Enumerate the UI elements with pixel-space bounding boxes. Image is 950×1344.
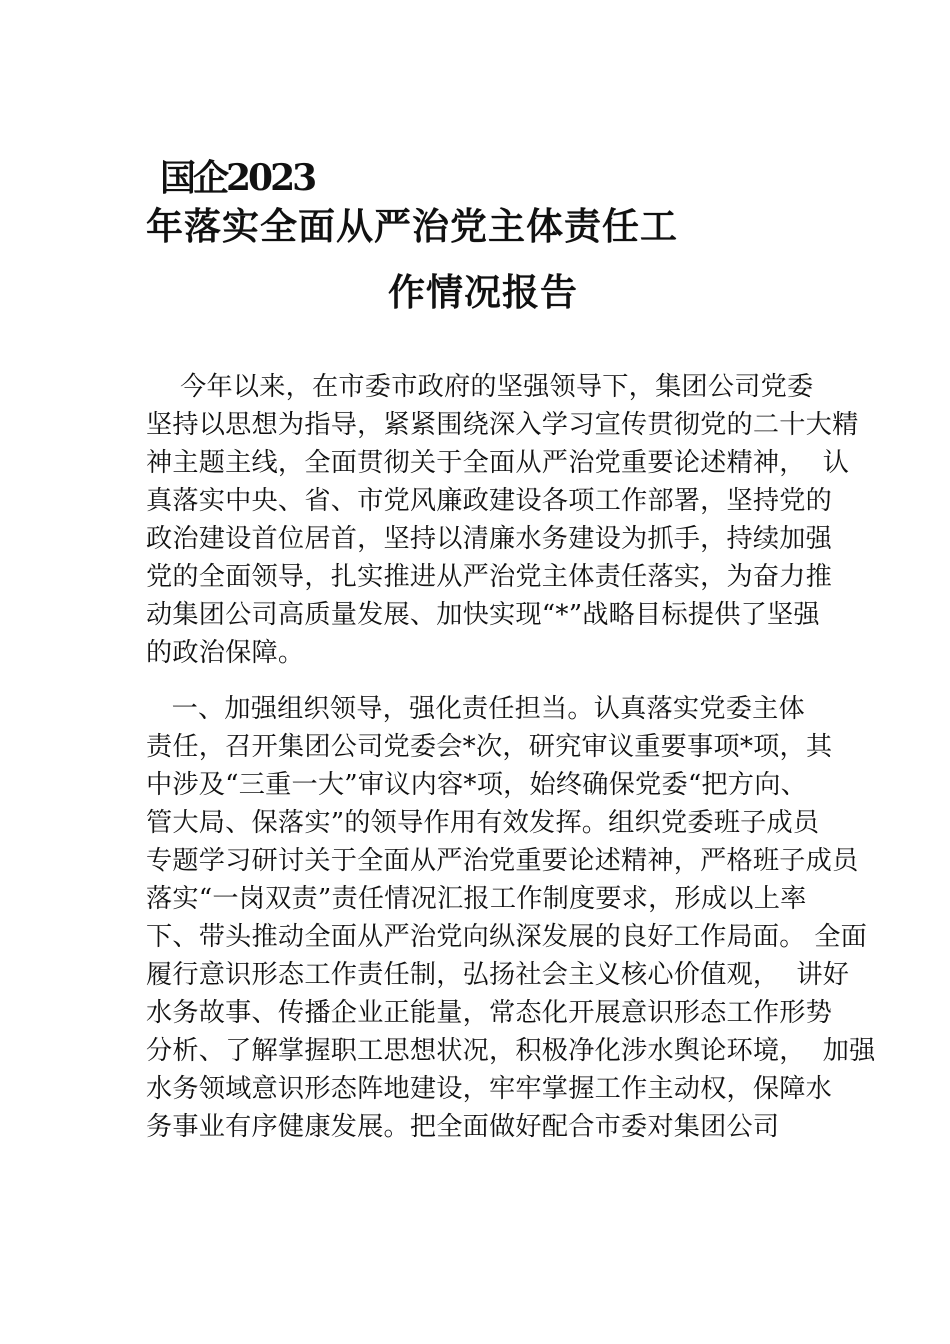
body-line: 今年以来，在市委市政府的坚强领导下，集团公司党委 (146, 372, 814, 402)
body-line: 动集团公司高质量发展、加快实现“*”战略目标提供了坚强 (146, 600, 820, 630)
body-line: 水务领域意识形态阵地建设，牢牢掌握工作主动权，保障水 (146, 1074, 833, 1104)
title-line-2: 作情况报告 (388, 270, 578, 314)
body-line: 一、加强组织领导，强化责任担当。认真落实党委主体 (146, 694, 805, 724)
body-line: 水务故事、传播企业正能量，常态化开展意识形态工作形势 (146, 998, 833, 1028)
body-line: 管大局、保落实”的领导作用有效发挥。组织党委班子成员 (146, 808, 820, 838)
body-line: 分析、了解掌握职工思想状况，积极净化涉水舆论环境， 加强 (146, 1036, 876, 1066)
body-line: 落实“一岗双责”责任情况汇报工作制度要求，形成以上率 (146, 884, 807, 914)
body-line: 下、带头推动全面从严治党向纵深发展的良好工作局面。 全面 (146, 922, 867, 952)
body-line: 党的全面领导，扎实推进从严治党主体责任落实，为奋力推 (146, 562, 833, 592)
body-line: 履行意识形态工作责任制，弘扬社会主义核心价值观， 讲好 (146, 960, 850, 990)
title-line-1: 年落实全面从严治党主体责任工 (146, 204, 678, 248)
body-line: 政治建设首位居首，坚持以清廉水务建设为抓手，持续加强 (146, 524, 833, 554)
body-line: 真落实中央、省、市党风廉政建设各项工作部署，坚持党的 (146, 486, 833, 516)
title-prefix: 国企2023 (160, 157, 315, 199)
body-line: 责任，召开集团公司党委会*次，研究审议重要事项*项，其 (146, 732, 833, 762)
body-line: 坚持以思想为指导，紧紧围绕深入学习宣传贯彻党的二十大精 (146, 410, 859, 440)
body-line: 神主题主线，全面贯彻关于全面从严治党重要论述精神， 认 (146, 448, 850, 478)
body-line: 的政治保障。 (146, 638, 305, 668)
body-line: 中涉及“三重一大”审议内容*项，始终确保党委“把方向、 (146, 770, 807, 800)
body-line: 专题学习研讨关于全面从严治党重要论述精神，严格班子成员 (146, 846, 859, 876)
body-line: 务事业有序健康发展。把全面做好配合市委对集团公司 (146, 1112, 780, 1142)
